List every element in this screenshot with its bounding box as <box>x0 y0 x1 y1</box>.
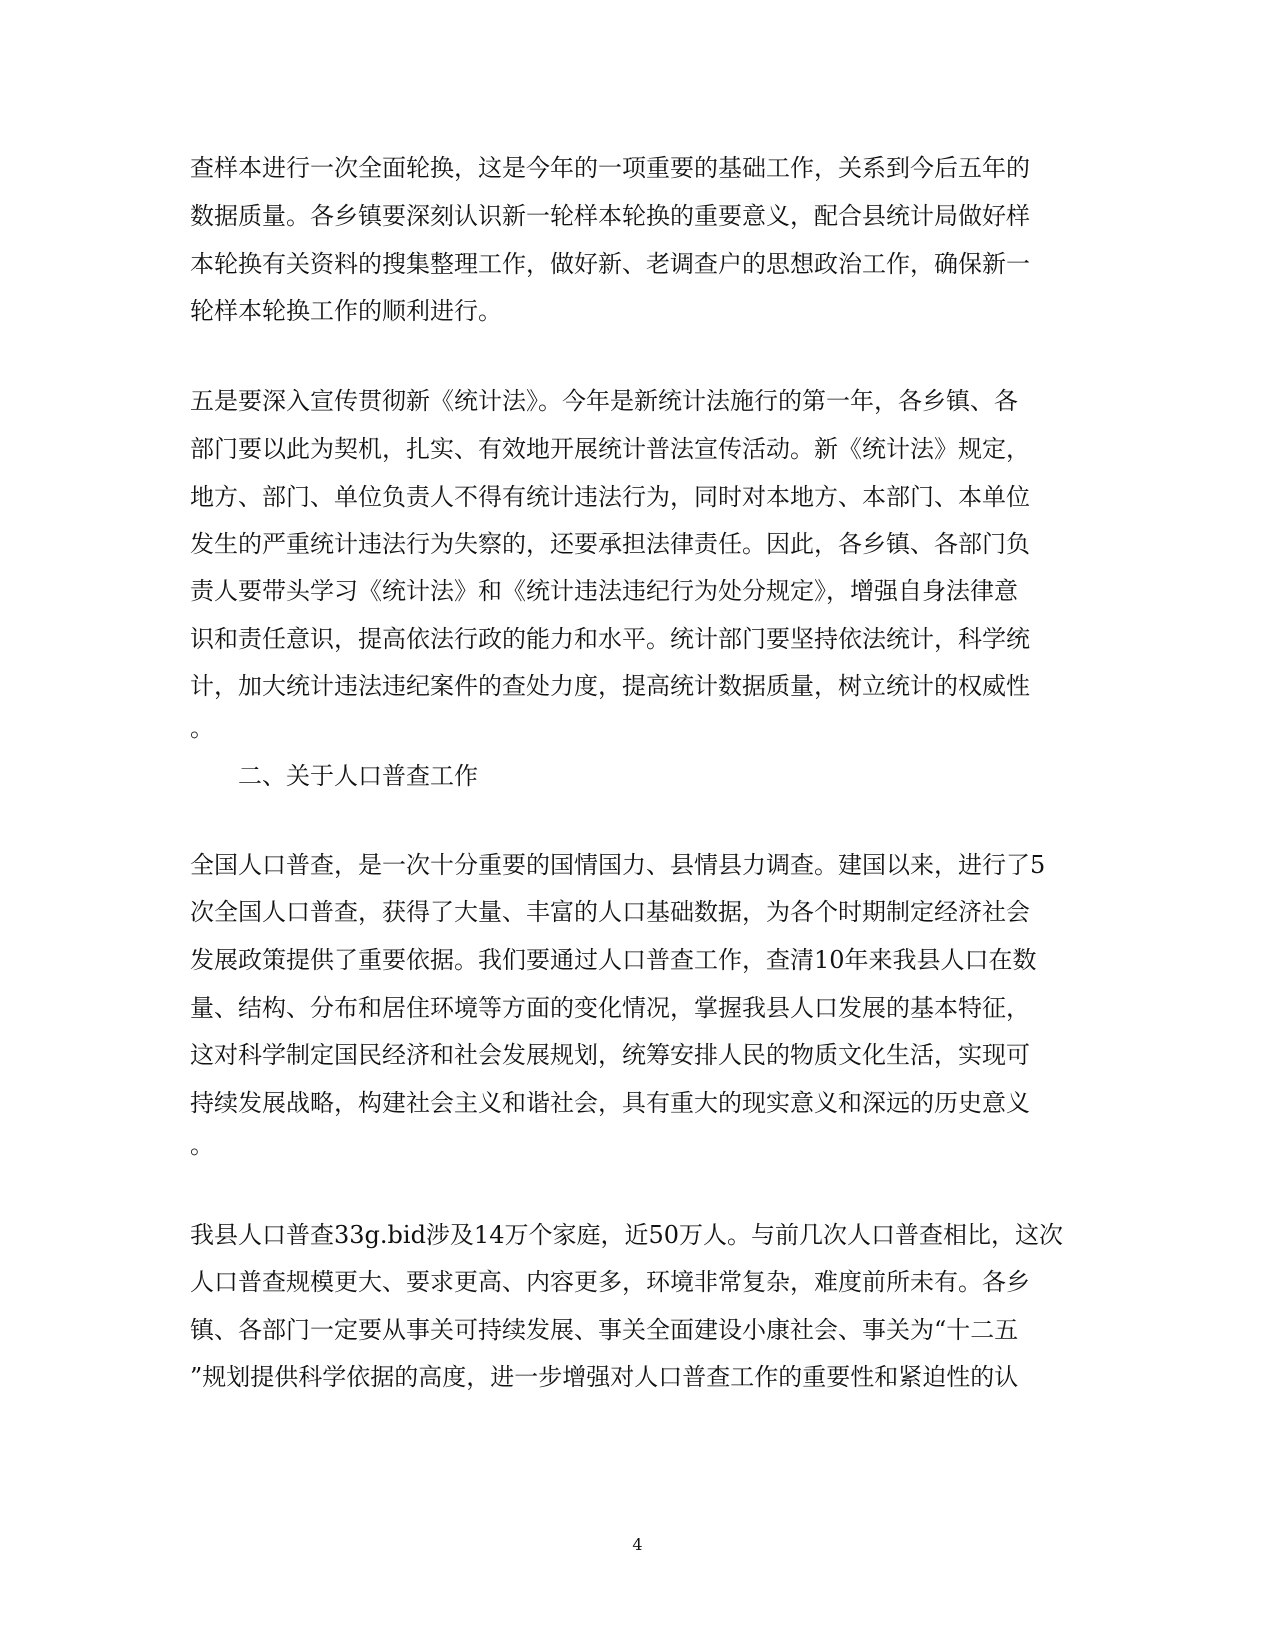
paragraph-1-line-3: 本轮换有关资料的搜集整理工作，做好新、老调查户的思想政治工作，确保新一 <box>190 250 1030 278</box>
paragraph-3-line-7: 。 <box>190 1131 214 1159</box>
paragraph-3-line-5: 这对科学制定国民经济和社会发展规划，统筹安排人民的物质文化生活，实现可 <box>190 1041 1030 1069</box>
paragraph-3-line-4: 量、结构、分布和居住环境等方面的变化情况，掌握我县人口发展的基本特征， <box>190 994 1030 1022</box>
paragraph-2-line-1: 五是要深入宣传贯彻新《统计法》。今年是新统计法施行的第一年，各乡镇、各 <box>190 387 1018 415</box>
section-heading: 二、关于人口普查工作 <box>238 762 478 790</box>
paragraph-3-line-6: 持续发展战略，构建社会主义和谐社会，具有重大的现实意义和深远的历史意义 <box>190 1089 1030 1117</box>
paragraph-2-line-8: 。 <box>190 714 214 742</box>
paragraph-2-line-6: 识和责任意识，提高依法行政的能力和水平。统计部门要坚持依法统计，科学统 <box>190 625 1030 653</box>
paragraph-1-line-2: 数据质量。各乡镇要深刻认识新一轮样本轮换的重要意义，配合县统计局做好样 <box>190 202 1030 230</box>
paragraph-2-line-5: 责人要带头学习《统计法》和《统计违法违纪行为处分规定》，增强自身法律意 <box>190 577 1018 605</box>
paragraph-4-line-2: 人口普查规模更大、要求更高、内容更多，环境非常复杂，难度前所未有。各乡 <box>190 1268 1030 1296</box>
paragraph-2-line-2: 部门要以此为契机，扎实、有效地开展统计普法宣传活动。新《统计法》规定， <box>190 435 1030 463</box>
paragraph-2-line-4: 发生的严重统计违法行为失察的，还要承担法律责任。因此，各乡镇、各部门负 <box>190 530 1030 558</box>
paragraph-3-line-2: 次全国人口普查，获得了大量、丰富的人口基础数据，为各个时期制定经济社会 <box>190 898 1030 926</box>
paragraph-1-line-4: 轮样本轮换工作的顺利进行。 <box>190 297 502 325</box>
paragraph-2-line-7: 计，加大统计违法违纪案件的查处力度，提高统计数据质量，树立统计的权威性 <box>190 672 1030 700</box>
paragraph-2-line-3: 地方、部门、单位负责人不得有统计违法行为，同时对本地方、本部门、本单位 <box>190 483 1030 511</box>
paragraph-4-line-3: 镇、各部门一定要从事关可持续发展、事关全面建设小康社会、事关为“十二五 <box>190 1316 1019 1344</box>
paragraph-3-line-3: 发展政策提供了重要依据。我们要通过人口普查工作，查清10年来我县人口在数 <box>190 946 1037 974</box>
paragraph-4-line-4: ”规划提供科学依据的高度，进一步增强对人口普查工作的重要性和紧迫性的认 <box>190 1363 1019 1391</box>
paragraph-1-line-1: 查样本进行一次全面轮换，这是今年的一项重要的基础工作，关系到今后五年的 <box>190 154 1030 182</box>
paragraph-3-line-1: 全国人口普查，是一次十分重要的国情国力、县情县力调查。建国以来，进行了5 <box>190 851 1046 879</box>
paragraph-4-line-1: 我县人口普查33g.bid涉及14万个家庭，近50万人。与前几次人口普查相比，这次 <box>190 1221 1064 1249</box>
page-number: 4 <box>632 1535 643 1554</box>
